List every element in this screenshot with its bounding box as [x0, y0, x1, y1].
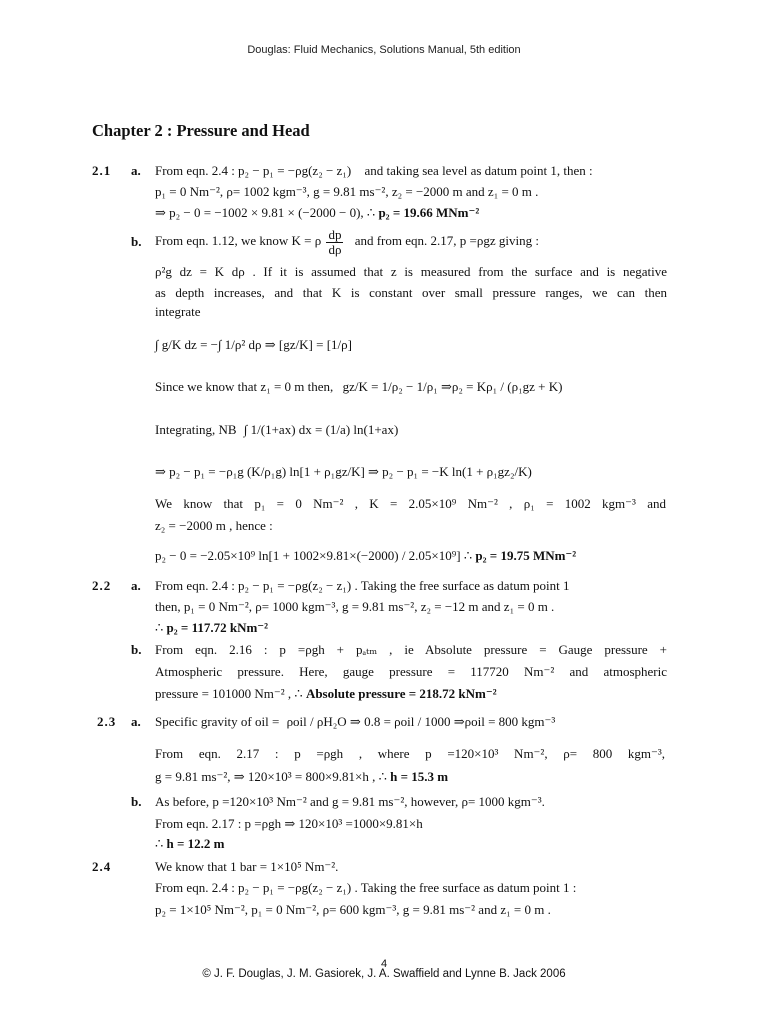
part-label: b. — [131, 794, 142, 809]
text: and from eqn. 2.17, p =ρgz giving : — [354, 233, 539, 248]
equation-text: p₂ − 0 = −2.05×10⁹ ln[1 + 1002×9.81×(−2000) / 2.05×10⁹] ∴ — [155, 548, 473, 563]
equation-text: ρoil / ρH₂O ⇒ 0.8 = ρoil / 1000 ⇒ρoil = 800 kgm⁻³ — [286, 714, 556, 729]
equation-line — [155, 620, 268, 636]
paragraph-line: We know that p₁ = 0 Nm⁻² , K = 2.05×10⁹ Nm⁻² , ρ₁ = 1002 kgm⁻³ and — [155, 496, 666, 511]
equation-line: ⇒ p₂ − p₁ = −ρ₁g (K/ρ₁g) ln[1 + ρ₁gz/K] ⇒ p₂ − p₁ = −K ln(1 + ρ₁gz₂/K) — [155, 464, 532, 479]
text: Integrating, NB — [155, 422, 237, 437]
equation-text: ∫ 1/(1+ax) dx = (1/a) ln(1+ax) — [243, 422, 399, 437]
answer: Absolute pressure = 218.72 kNm⁻² — [305, 686, 497, 701]
part-label: a. — [131, 163, 141, 178]
given-values: then, p₁ = 0 Nm⁻², ρ= 1000 kgm⁻³, g = 9.81 ms⁻², z₂ = −12 m and z₁ = 0 m . — [155, 599, 555, 614]
paragraph-line: integrate — [155, 304, 201, 319]
text: From eqn. 1.12, we know K = ρ — [155, 233, 322, 248]
part-label: a. — [131, 714, 141, 729]
paragraph-line: z₂ = −2000 m , hence : — [155, 518, 273, 533]
answer: h = 15.3 m — [390, 769, 449, 784]
equation-line — [155, 226, 539, 257]
given-values: p₂ = 1×10⁵ Nm⁻², p₁ = 0 Nm⁻², ρ= 600 kgm⁻³, g = 9.81 ms⁻² and z₁ = 0 m . — [155, 902, 551, 917]
given-values: As before, p =120×10³ Nm⁻² and g = 9.81 ms⁻², however, ρ= 1000 kgm⁻³. — [155, 794, 545, 809]
answer: p₂ = 19.66 MNm⁻² — [378, 205, 480, 220]
fraction — [326, 228, 343, 257]
equation-line — [155, 548, 576, 564]
equation-line — [155, 205, 479, 221]
text: Specific gravity of oil = — [155, 714, 280, 729]
equation-line — [155, 686, 497, 702]
equation-text: gz/K = 1/ρ₂ − 1/ρ₁ ⇒ρ₂ = Kρ₁ / (ρ₁gz + K) — [342, 379, 563, 394]
equation-line: From eqn. 2.17 : p =ρgh ⇒ 120×10³ =1000×9.81×h — [155, 816, 423, 831]
paragraph-line: ρ²g dz = K dρ . If it is assumed that z is measured from the surface and is negative — [155, 264, 667, 279]
text: Since we know that z₁ = 0 m then, — [155, 379, 334, 394]
equation-line — [155, 714, 555, 730]
equation-line: From eqn. 2.4 : p₂ − p₁ = −ρg(z₂ − z₁) . Taking the free surface as datum point 1 — [155, 578, 570, 593]
text: pressure = 101000 Nm⁻² , ∴ — [155, 686, 303, 701]
answer: p₂ = 117.72 kNm⁻² — [166, 620, 269, 635]
part-label: b. — [131, 642, 142, 657]
copyright-footer: © J. F. Douglas, J. M. Gasiorek, J. A. Swaffield and Lynne B. Jack 2006 — [202, 968, 566, 980]
answer: p₂ = 19.75 MNm⁻² — [475, 548, 577, 563]
equation-line — [155, 836, 225, 852]
paragraph-line: Atmospheric pressure. Here, gauge pressure = 117720 Nm⁻² and atmospheric — [155, 664, 667, 679]
integral-equation: ∫ g/K dz = −∫ 1/ρ² dρ ⇒ [gz/K] = [1/ρ] — [155, 337, 352, 352]
text: and taking sea level as datum point 1, then : — [364, 163, 593, 178]
running-header: Douglas: Fluid Mechanics, Solutions Manual, 5th edition — [247, 44, 521, 56]
problem-number: 2.1 — [92, 163, 112, 178]
equation-line — [155, 163, 593, 179]
therefore-symbol: ∴ — [155, 836, 164, 851]
therefore-symbol: ∴ — [155, 620, 164, 635]
paragraph-line: We know that 1 bar = 1×10⁵ Nm⁻². — [155, 859, 339, 874]
part-label: a. — [131, 578, 141, 593]
problem-number: 2.2 — [92, 578, 112, 593]
equation-line — [155, 379, 562, 395]
problem-number: 2.4 — [92, 859, 112, 874]
paragraph-line: From eqn. 2.17 : p =ρgh , where p =120×10³ Nm⁻², ρ= 800 kgm⁻³, — [155, 746, 665, 761]
numerator: dp — [328, 226, 342, 242]
paragraph-line: as depth increases, and that K is constant over small pressure ranges, we can then — [155, 285, 667, 300]
page-number: 4 — [380, 958, 388, 970]
equation-line: From eqn. 2.4 : p₂ − p₁ = −ρg(z₂ − z₁) . Taking the free surface as datum point 1 : — [155, 880, 577, 895]
denominator: dρ — [328, 241, 342, 257]
equation-text: g = 9.81 ms⁻², ⇒ 120×10³ = 800×9.81×h , ∴ — [155, 769, 387, 784]
problem-number: 2.3 — [97, 714, 117, 729]
equation-text: From eqn. 2.4 : p₂ − p₁ = −ρg(z₂ − z₁) — [155, 163, 352, 178]
equation-line — [155, 769, 448, 785]
given-values: p₁ = 0 Nm⁻², ρ= 1002 kgm⁻³, g = 9.81 ms⁻², z₂ = −2000 m and z₁ = 0 m . — [155, 184, 539, 199]
part-label: b. — [131, 234, 142, 249]
paragraph-line: From eqn. 2.16 : p =ρgh + pₐₜₘ , ie Absolute pressure = Gauge pressure + — [155, 642, 667, 657]
equation-text: ⇒ p₂ − 0 = −1002 × 9.81 × (−2000 − 0), ∴ — [155, 205, 376, 220]
chapter-title: Chapter 2 : Pressure and Head — [92, 121, 310, 140]
equation-line — [155, 422, 398, 438]
answer: h = 12.2 m — [166, 836, 225, 851]
